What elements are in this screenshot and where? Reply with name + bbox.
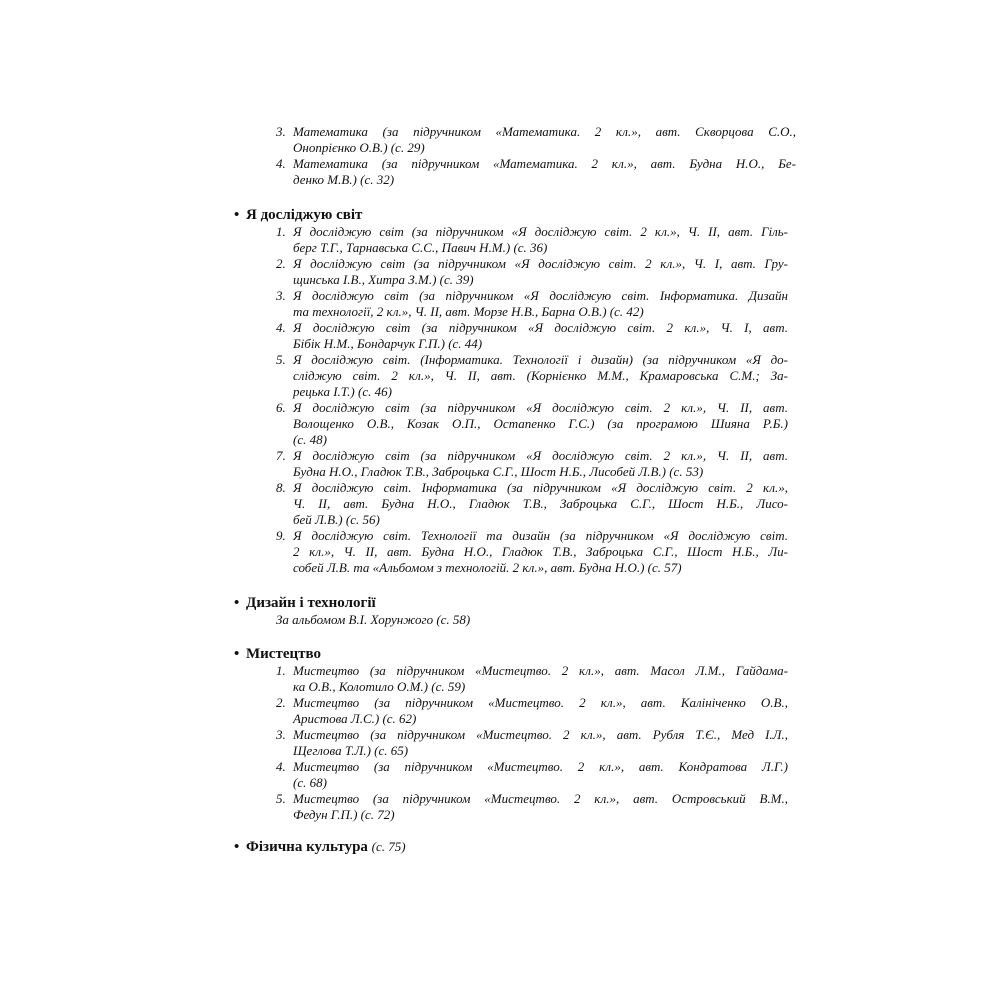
list-item <box>276 791 788 823</box>
item-line: Мистецтво (за підручником «Мистецтво. 2 кл.», авт. Рубля Т.Є., Мед І.Л., <box>293 727 788 742</box>
bullet-icon: • <box>234 646 240 662</box>
section-title: Фізична культура <box>246 839 368 855</box>
list-item <box>276 528 788 576</box>
list-item <box>276 727 788 759</box>
item-line: Я досліджую світ. (Інформатика. Технології і дизайн) (за підручником «Я до- <box>293 352 788 367</box>
section-title: Дизайн і технології <box>246 595 376 611</box>
item-number: 5. <box>276 791 286 806</box>
list-item <box>276 124 796 156</box>
item-line: Я досліджую світ (за підручником «Я досліджую світ. 2 кл.», Ч. ІІ, авт. <box>293 448 788 463</box>
item-line: Бібік Н.М., Бондарчук Г.П.) (с. 44) <box>293 336 483 351</box>
list-item <box>276 288 788 320</box>
item-number: 4. <box>276 759 286 774</box>
item-number: 9. <box>276 528 286 543</box>
list-item <box>276 156 796 188</box>
item-line: Я досліджую світ. Інформатика (за підручником «Я досліджую світ. 2 кл.», <box>293 480 788 495</box>
item-number: 2. <box>276 256 286 271</box>
list-item <box>276 480 788 528</box>
item-line: Онопрієнко О.В.) (с. 29) <box>293 140 425 155</box>
item-line: берг Т.Г., Тарнавська С.С., Павич Н.М.) (с. 36) <box>293 240 548 255</box>
item-line: Щеглова Т.Л.) (с. 65) <box>293 743 409 758</box>
item-line: Мистецтво (за підручником «Мистецтво. 2 кл.», авт. Кондратова Л.Г.) <box>293 759 788 774</box>
item-number: 6. <box>276 400 286 415</box>
item-line: Ч. ІІ, авт. Будна Н.О., Гладюк Т.В., Заброцька С.Г., Шост Н.Б., Лисо- <box>293 496 788 511</box>
list-item <box>276 695 788 727</box>
list-item <box>276 352 788 400</box>
item-line: Я досліджую світ (за підручником «Я досліджую світ. 2 кл.», Ч. І, авт. Гру- <box>293 256 788 271</box>
item-line: Мистецтво (за підручником «Мистецтво. 2 кл.», авт. Островський В.М., <box>293 791 788 806</box>
section-items <box>276 224 788 576</box>
page-reference: (с. 75) <box>371 839 406 854</box>
list-item <box>276 448 788 480</box>
item-number: 2. <box>276 695 286 710</box>
item-line: Аристова Л.С.) (с. 62) <box>293 711 417 726</box>
item-line: 2 кл.», Ч. ІІ, авт. Будна Н.О., Гладюк Т.В., Заброцька С.Г., Шост Н.Б., Ли- <box>293 544 788 559</box>
item-line: (с. 68) <box>293 775 327 790</box>
item-line: рецька І.Т.) (с. 46) <box>293 384 392 399</box>
section-title: Я досліджую світ <box>246 207 363 223</box>
bullet-icon: • <box>234 839 240 855</box>
math-list-continuation <box>276 124 796 188</box>
item-number: 4. <box>276 320 286 335</box>
item-line: бей Л.В.) (с. 56) <box>293 512 380 527</box>
item-line: щинська І.В., Хитра З.М.) (с. 39) <box>293 272 474 287</box>
item-number: 7. <box>276 448 286 463</box>
list-item <box>276 759 788 791</box>
item-line: Мистецтво (за підручником «Мистецтво. 2 кл.», авт. Масол Л.М., Гайдама- <box>293 663 788 678</box>
item-line: Я досліджую світ (за підручником «Я досліджую світ. 2 кл.», Ч. ІІ, авт. <box>293 400 788 415</box>
list-item <box>276 320 788 352</box>
item-line: Я досліджую світ (за підручником «Я досліджую світ. 2 кл.», Ч. ІІ, авт. Гіль- <box>293 224 788 239</box>
item-line: собей Л.В. та «Альбомом з технологій. 2 кл.», авт. Будна Н.О.) (с. 57) <box>293 560 682 575</box>
section-items <box>276 663 788 823</box>
item-number: 8. <box>276 480 286 495</box>
item-number: 5. <box>276 352 286 367</box>
item-number: 4. <box>276 156 286 171</box>
section-heading <box>234 594 804 612</box>
list-item <box>276 256 788 288</box>
item-number: 3. <box>276 727 286 742</box>
item-number: 1. <box>276 224 286 239</box>
item-number: 1. <box>276 663 286 678</box>
list-item <box>276 663 788 695</box>
item-line: та технології, 2 кл.», Ч. ІІ, авт. Морзе Н.В., Барна О.В.) (с. 42) <box>293 304 644 319</box>
item-line: Волощенко О.В., Козак О.П., Остапенко Г.С.) (за програмою Шияна Р.Б.) <box>293 416 788 431</box>
section-design-technology <box>234 594 804 628</box>
item-line: ка О.В., Колотило О.М.) (с. 59) <box>293 679 466 694</box>
section-physical-education <box>234 838 804 856</box>
list-item <box>276 224 788 256</box>
item-line: (с. 48) <box>293 432 327 447</box>
list-item <box>276 400 788 448</box>
section-title: Мистецтво <box>246 646 321 662</box>
item-line: Я досліджую світ (за підручником «Я досліджую світ. 2 кл.», Ч. І, авт. <box>293 320 788 335</box>
section-heading <box>234 206 804 224</box>
section-explore-world <box>234 206 804 576</box>
section-art <box>234 645 804 823</box>
item-line: Математика (за підручником «Математика. 2 кл.», авт. Будна Н.О., Бе- <box>293 156 796 171</box>
item-line: Мистецтво (за підручником «Мистецтво. 2 кл.», авт. Калініченко О.В., <box>293 695 788 710</box>
item-number: 3. <box>276 124 286 139</box>
item-line: Я досліджую світ. Технології та дизайн (за підручником «Я досліджую світ. <box>293 528 788 543</box>
section-heading <box>234 838 804 856</box>
item-line: денко М.В.) (с. 32) <box>293 172 395 187</box>
bullet-icon: • <box>234 207 240 223</box>
section-heading <box>234 645 804 663</box>
bullet-icon: • <box>234 595 240 611</box>
item-line: Я досліджую світ (за підручником «Я досліджую світ. Інформатика. Дизайн <box>293 288 788 303</box>
item-line: Будна Н.О., Гладюк Т.В., Заброцька С.Г., Шост Н.Б., Лисобей Л.В.) (с. 53) <box>293 464 704 479</box>
section-line: За альбомом В.І. Хорунжого (с. 58) <box>276 612 471 627</box>
item-line: сліджую світ. 2 кл.», Ч. ІІ, авт. (Корнієнко М.М., Крамаровська С.М.; За- <box>293 368 788 383</box>
item-line: Федун Г.П.) (с. 72) <box>293 807 395 822</box>
item-number: 3. <box>276 288 286 303</box>
item-line: Математика (за підручником «Математика. 2 кл.», авт. Скворцова С.О., <box>293 124 796 139</box>
